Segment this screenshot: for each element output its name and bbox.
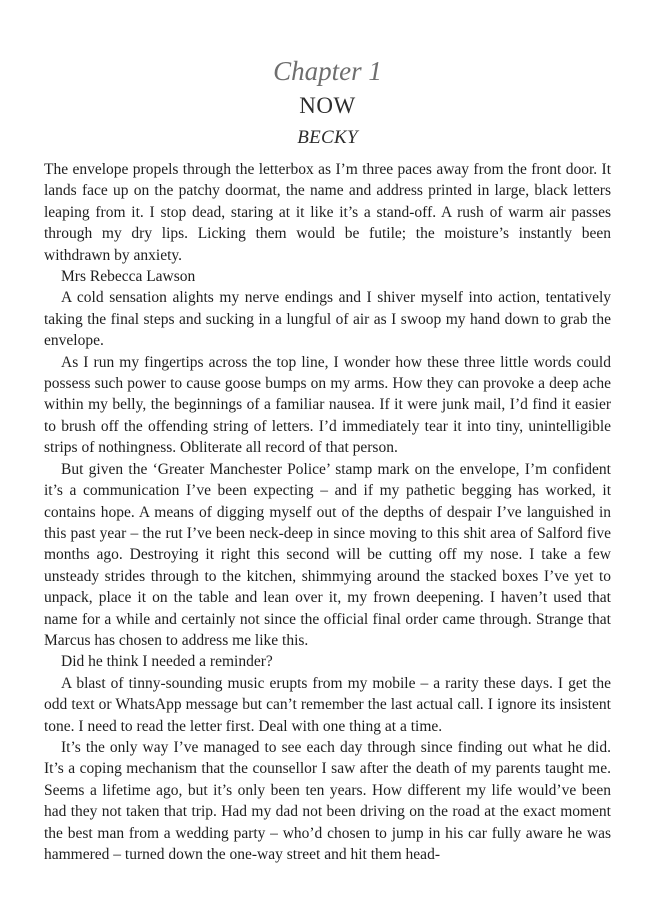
body-paragraph: Mrs Rebecca Lawson <box>61 268 196 286</box>
section-heading: NOW <box>299 93 356 118</box>
pov-heading: BECKY <box>297 127 358 148</box>
chapter-heading: Chapter 1 <box>273 56 382 86</box>
body-paragraph: As I run my fingertips across the top line, I wonder how these three little words could possess such power to cause goose bumps on my arms. How they can provoke a deep ache within my belly, the beginnings of a familiar nausea. If it were junk mail, I’d find it easier to brush off the offending string of letters. I’d immediately tear it into tiny, unintelligible strips of nothingness. Obliterate all record of that person. <box>44 353 611 457</box>
body-paragraph: The envelope propels through the letterbox as I’m three paces away from the front door. It lands face up on the patchy doormat, the name and address printed in large, black letters leaping from it. I stop dead, staring at it like it’s a stand-off. A rush of warm air passes through my dry lips. Licking them would be futile; the moisture’s instantly been withdrawn by anxiety. <box>44 161 611 264</box>
body-paragraph: But given the ‘Greater Manchester Police’ stamp mark on the envelope, I’m confident it’s a communication I’ve been expecting – and if my pathetic begging has worked, it contains hope. A means of digging myself out of the depths of despair I’ve languished in this past year – the rut I’ve been neck-deep in since moving to this shit area of Salford five months ago. Destroying it right this second will be cutting off my nose. I take a few unsteady strides through to the kitchen, shimmying around the stacked boxes I’ve yet to unpack, place it on the table and lean over it, my frown deepening. I haven’t used that name for a while and certainly not since the official final order came through. Strange that Marcus has chosen to address me like this. <box>44 460 611 649</box>
body-text <box>44 159 611 865</box>
body-paragraph: A blast of tinny-sounding music erupts from my mobile – a rarity these days. I get the odd text or WhatsApp message but can’t remember the last actual call. I ignore its insistent tone. I need to read the letter first. Deal with one thing at a time. <box>44 674 611 735</box>
body-paragraph: It’s the only way I’ve managed to see each day through since finding out what he did. It’s a coping mechanism that the counsellor I saw after the death of my parents taught me. Seems a lifetime ago, but it’s only been ten years. How different my life would’ve been had they not taken that trip. Had my dad not been driving on the road at the exact moment the best man from a wedding party – who’d chosen to jump in his car fully aware he was hammered – turned down the one-way street and hit them head- <box>44 738 611 863</box>
body-paragraph: Did he think I needed a reminder? <box>61 653 273 671</box>
body-paragraph: A cold sensation alights my nerve endings and I shiver myself into action, tentatively taking the final steps and sucking in a lungful of air as I swoop my hand down to grab the envelope. <box>44 289 611 350</box>
